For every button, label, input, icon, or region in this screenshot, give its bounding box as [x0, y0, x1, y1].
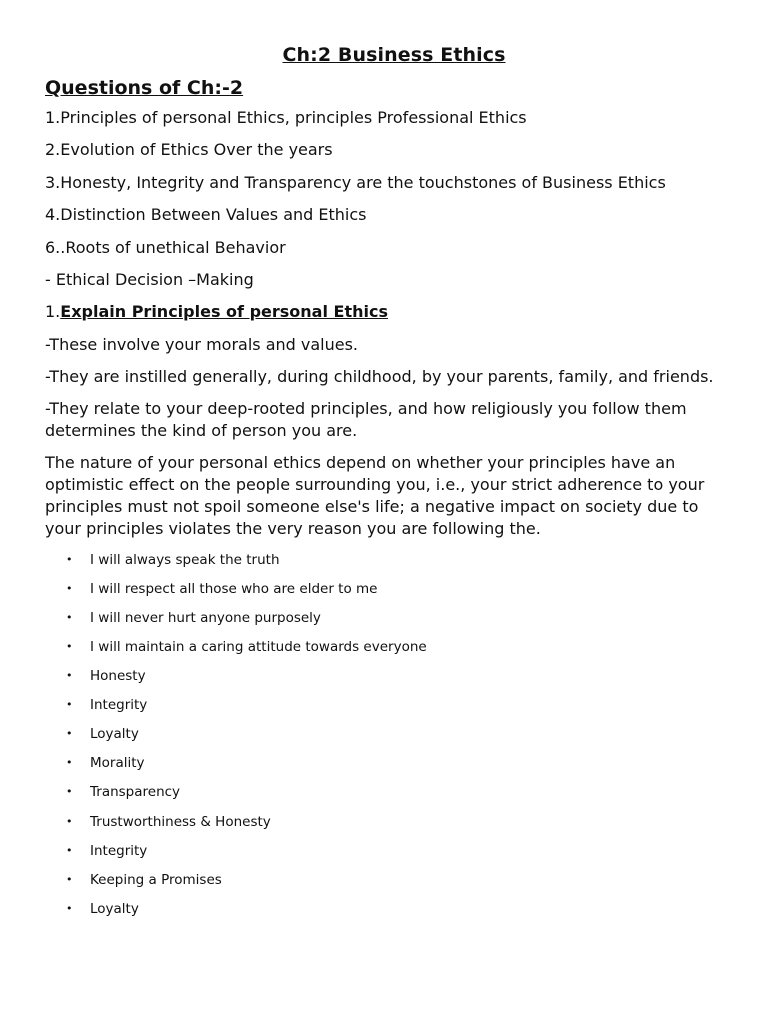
question-item: 2.Evolution of Ethics Over the years [45, 140, 333, 160]
bullet-text: Trustworthiness & Honesty [90, 813, 271, 830]
bullet-text: Keeping a Promises [90, 871, 222, 888]
bullet-item [45, 870, 735, 899]
bullet-item [45, 724, 735, 753]
question-item: 3.Honesty, Integrity and Transparency are the touchstones of Business Ethics [45, 172, 666, 192]
question-item: 6..Roots of unethical Behavior [45, 237, 286, 257]
bullet-dot-icon: • [66, 872, 73, 886]
bullet-text: Loyalty [90, 900, 139, 917]
bullet-item [45, 812, 735, 841]
point-paragraph: -These involve your morals and values. [45, 334, 359, 354]
bullet-item [45, 695, 735, 724]
bullet-text: Integrity [90, 842, 148, 859]
bullet-text: Transparency [90, 784, 181, 801]
bullet-dot-icon: • [66, 785, 73, 799]
questions-list [45, 107, 735, 291]
explain-heading: Explain Principles of personal Ethics [60, 302, 388, 322]
bullet-text: Integrity [90, 697, 148, 714]
bullet-item [45, 550, 735, 579]
bullet-text: I will maintain a caring attitude towards everyone [90, 639, 427, 656]
question-item: 4.Distinction Between Values and Ethics [45, 205, 367, 225]
bullet-dot-icon: • [66, 610, 73, 624]
bullet-text: Honesty [90, 668, 146, 685]
bullet-dot-icon: • [66, 727, 73, 741]
point-paragraph: -They are instilled generally, during childhood, by your parents, family, and friends. [45, 366, 714, 386]
bullet-dot-icon: • [66, 843, 73, 857]
document-page [45, 44, 735, 928]
bullet-dot-icon: • [66, 901, 73, 915]
bullet-item [45, 753, 735, 782]
bullet-item [45, 666, 735, 695]
bullet-dot-icon: • [66, 698, 73, 712]
bullet-item [45, 579, 735, 608]
bullet-text: I will never hurt anyone purposely [90, 609, 321, 626]
question-item: - Ethical Decision –Making [45, 269, 254, 289]
bullet-dot-icon: • [66, 552, 73, 566]
bullet-item [45, 637, 735, 666]
bullet-item [45, 841, 735, 870]
questions-heading: Questions of Ch:-2 [45, 77, 244, 99]
bullet-text: I will respect all those who are elder to me [90, 580, 378, 597]
explain-number: 1. [45, 302, 61, 322]
bullet-list [45, 550, 735, 928]
bullet-text: Loyalty [90, 726, 139, 743]
question-item: 1.Principles of personal Ethics, principles Professional Ethics [45, 108, 527, 127]
explain-section-heading [45, 301, 735, 323]
bullet-item [45, 608, 735, 637]
bullet-item [45, 899, 735, 928]
bullet-dot-icon: • [66, 669, 73, 683]
bullet-text: I will always speak the truth [90, 551, 280, 568]
bullet-text: Morality [90, 755, 145, 772]
bullet-item [45, 782, 735, 811]
document-title: Ch:2 Business Ethics [282, 44, 506, 66]
bullet-dot-icon: • [66, 640, 73, 654]
nature-paragraph: The nature of your personal ethics depend on whether your principles have an optimistic effect on the people surrounding you, i.e., your strict adherence to your principles must not spoil someone else's life; a negative impact on society due to your principles violates the very reason you are following the. [45, 452, 705, 538]
point-paragraph: -They relate to your deep-rooted principles, and how religiously you follow them determines the kind of person you are. [45, 398, 687, 440]
bullet-dot-icon: • [66, 814, 73, 828]
bullet-dot-icon: • [66, 756, 73, 770]
bullet-dot-icon: • [66, 581, 73, 595]
points-list [45, 334, 735, 442]
